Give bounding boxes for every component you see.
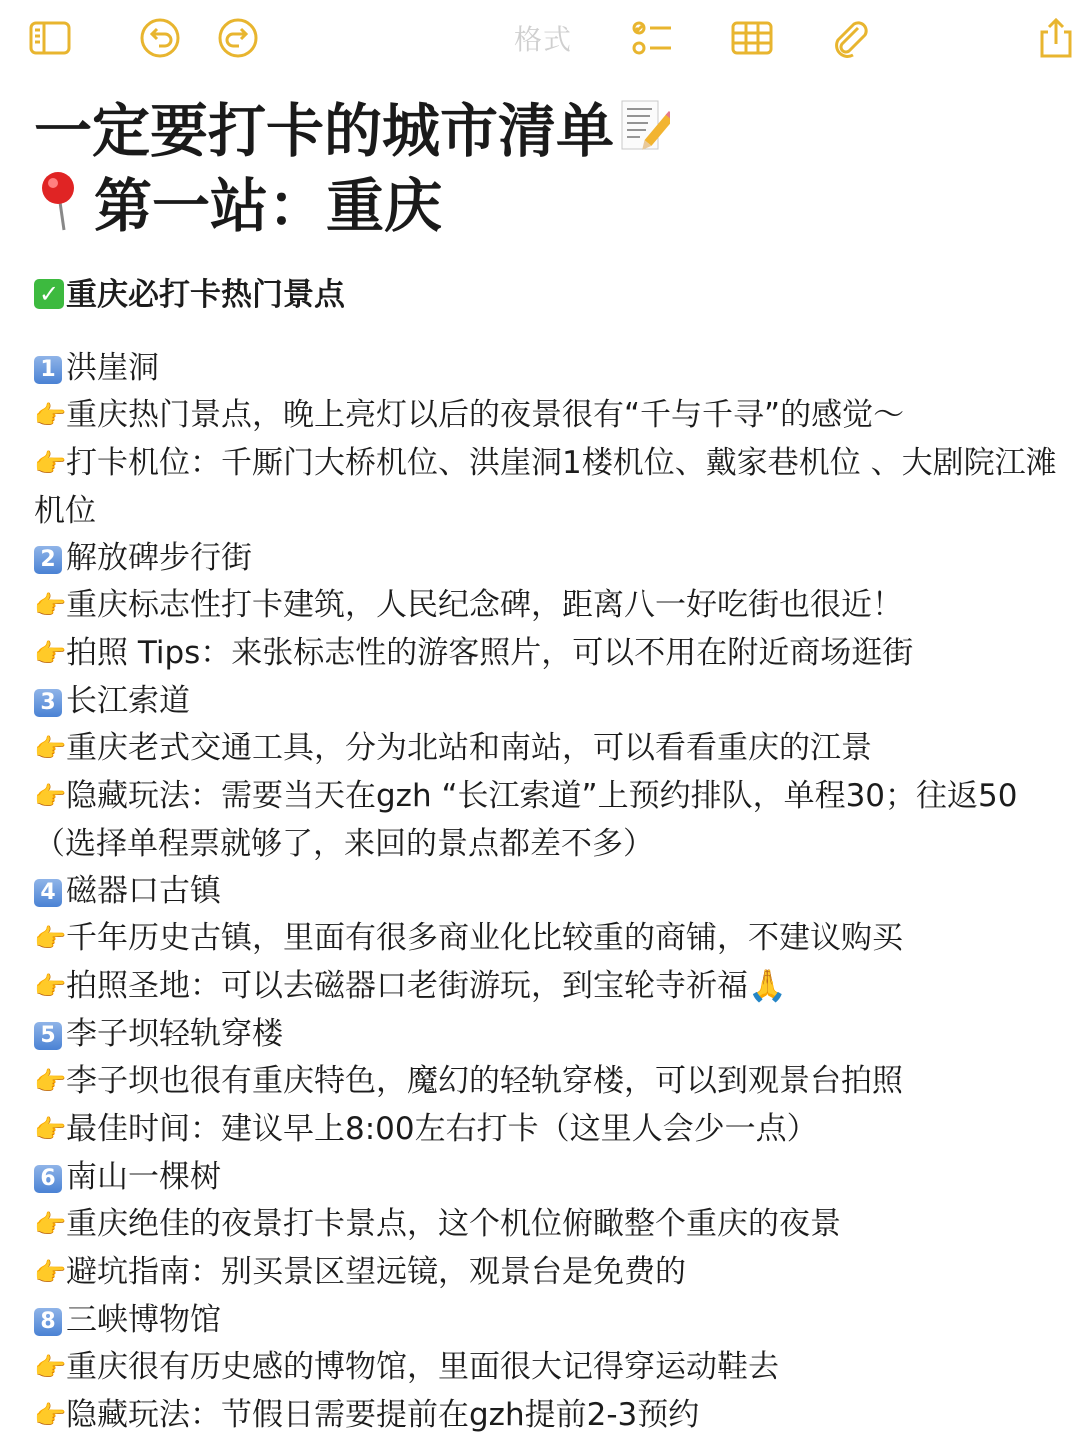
pointing-hand-icon: 👉 bbox=[34, 1401, 67, 1431]
spot-heading bbox=[34, 345, 1064, 392]
title-line-2: 第一站：重庆 bbox=[94, 172, 443, 240]
pointing-hand-icon: 👉 bbox=[34, 734, 67, 764]
section-heading: ✓ 重庆必打卡热门景点 bbox=[34, 275, 1064, 315]
sidebar-toggle-icon[interactable] bbox=[26, 14, 74, 62]
spot-detail bbox=[34, 773, 1064, 868]
redo-icon[interactable] bbox=[214, 14, 262, 62]
item-text: 解放碑步行街 bbox=[66, 540, 252, 576]
item-text: 重庆绝佳的夜景打卡景点，这个机位俯瞰整个重庆的夜景 bbox=[66, 1206, 841, 1242]
title-line-1: 一定要打卡的城市清单 bbox=[34, 97, 615, 165]
spot-detail bbox=[34, 392, 1064, 440]
spot-heading bbox=[34, 1297, 1064, 1344]
spot-detail bbox=[34, 1201, 1064, 1249]
item-text: 隐藏玩法：需要当天在gzh “长江索道”上预约排队，单程30；往返50（选择单程票就够了，来回的景点都差不多） bbox=[34, 778, 1018, 862]
table-icon[interactable] bbox=[728, 14, 776, 62]
item-text: 南山一棵树 bbox=[66, 1159, 221, 1195]
number-badge-icon: 4 bbox=[34, 879, 62, 907]
spot-detail bbox=[34, 1392, 1064, 1440]
pointing-hand-icon: 👉 bbox=[34, 1210, 67, 1240]
spot-detail bbox=[34, 1344, 1064, 1392]
pointing-hand-icon: 👉 bbox=[34, 449, 67, 479]
spot-detail bbox=[34, 1058, 1064, 1106]
spot-detail bbox=[34, 630, 1064, 678]
spot-detail bbox=[34, 915, 1064, 963]
pointing-hand-icon: 👉 bbox=[34, 1115, 67, 1145]
pointing-hand-icon: 👉 bbox=[34, 1067, 67, 1097]
note-title bbox=[34, 94, 1064, 168]
spot-detail bbox=[34, 963, 1064, 1011]
spot-detail bbox=[34, 582, 1064, 630]
item-text: 打卡机位：千厮门大桥机位、洪崖洞1楼机位、戴家巷机位 、大剧院江滩机位 bbox=[34, 445, 1057, 529]
note-body[interactable] bbox=[34, 94, 1064, 1440]
item-text: 磁器口古镇 bbox=[66, 873, 221, 909]
item-text: 三峡博物馆 bbox=[66, 1302, 221, 1338]
item-text: 李子坝轻轨穿楼 bbox=[66, 1016, 283, 1052]
spot-heading bbox=[34, 678, 1064, 725]
item-text: 避坑指南：别买景区望远镜，观景台是免费的 bbox=[66, 1254, 686, 1290]
item-text: 重庆热门景点，晚上亮灯以后的夜景很有“千与千寻”的感觉～ bbox=[66, 397, 905, 433]
item-text: 最佳时间：建议早上8:00左右打卡（这里人会少一点） bbox=[66, 1111, 818, 1147]
undo-icon[interactable] bbox=[136, 14, 184, 62]
pointing-hand-icon: 👉 bbox=[34, 401, 67, 431]
pointing-hand-icon: 👉 bbox=[34, 639, 67, 669]
spot-heading bbox=[34, 868, 1064, 915]
spot-heading bbox=[34, 535, 1064, 582]
spot-detail bbox=[34, 1106, 1064, 1154]
item-text: 重庆很有历史感的博物馆，里面很大记得穿运动鞋去 bbox=[66, 1349, 779, 1385]
pointing-hand-icon: 👉 bbox=[34, 1353, 67, 1383]
checkmark-icon: ✓ bbox=[34, 279, 64, 309]
number-badge-icon: 2 bbox=[34, 546, 62, 574]
number-badge-icon: 1 bbox=[34, 356, 62, 384]
item-text: 隐藏玩法：节假日需要提前在gzh提前2-3预约 bbox=[66, 1397, 700, 1433]
item-text: 千年历史古镇，里面有很多商业化比较重的商铺，不建议购买 bbox=[66, 920, 903, 956]
item-text: 重庆老式交通工具，分为北站和南站，可以看看重庆的江景 bbox=[66, 730, 872, 766]
share-icon[interactable] bbox=[1032, 14, 1080, 62]
number-badge-icon: 8 bbox=[34, 1308, 62, 1336]
pointing-hand-icon: 👉 bbox=[34, 972, 67, 1002]
item-text: 重庆标志性打卡建筑，人民纪念碑，距离八一好吃街也很近！ bbox=[66, 587, 903, 623]
pointing-hand-icon: 👉 bbox=[34, 1258, 67, 1288]
pin-icon bbox=[34, 168, 86, 232]
number-badge-icon: 6 bbox=[34, 1165, 62, 1193]
spot-detail bbox=[34, 440, 1064, 535]
item-text: 长江索道 bbox=[66, 683, 190, 719]
spot-heading bbox=[34, 1154, 1064, 1201]
spot-detail bbox=[34, 1249, 1064, 1297]
memo-icon bbox=[618, 97, 670, 155]
item-text: 拍照 Tips：来张标志性的游客照片，可以不用在附近商场逛街 bbox=[66, 635, 914, 671]
number-badge-icon: 5 bbox=[34, 1022, 62, 1050]
item-text: 李子坝也很有重庆特色，魔幻的轻轨穿楼，可以到观景台拍照 bbox=[66, 1063, 903, 1099]
spot-detail bbox=[34, 725, 1064, 773]
pointing-hand-icon: 👉 bbox=[34, 924, 67, 954]
checklist-icon[interactable] bbox=[628, 14, 676, 62]
item-list bbox=[34, 345, 1064, 1440]
number-badge-icon: 3 bbox=[34, 689, 62, 717]
format-button[interactable]: 格式 bbox=[514, 23, 573, 56]
attachment-icon[interactable] bbox=[826, 14, 874, 62]
spot-heading bbox=[34, 1011, 1064, 1058]
pointing-hand-icon: 👉 bbox=[34, 591, 67, 621]
item-text: 拍照圣地：可以去磁器口老街游玩，到宝轮寺祈福🙏 bbox=[66, 968, 787, 1004]
toolbar bbox=[0, 0, 1080, 80]
note-subtitle bbox=[34, 168, 1064, 243]
pointing-hand-icon: 👉 bbox=[34, 782, 67, 812]
item-text: 洪崖洞 bbox=[66, 350, 159, 386]
